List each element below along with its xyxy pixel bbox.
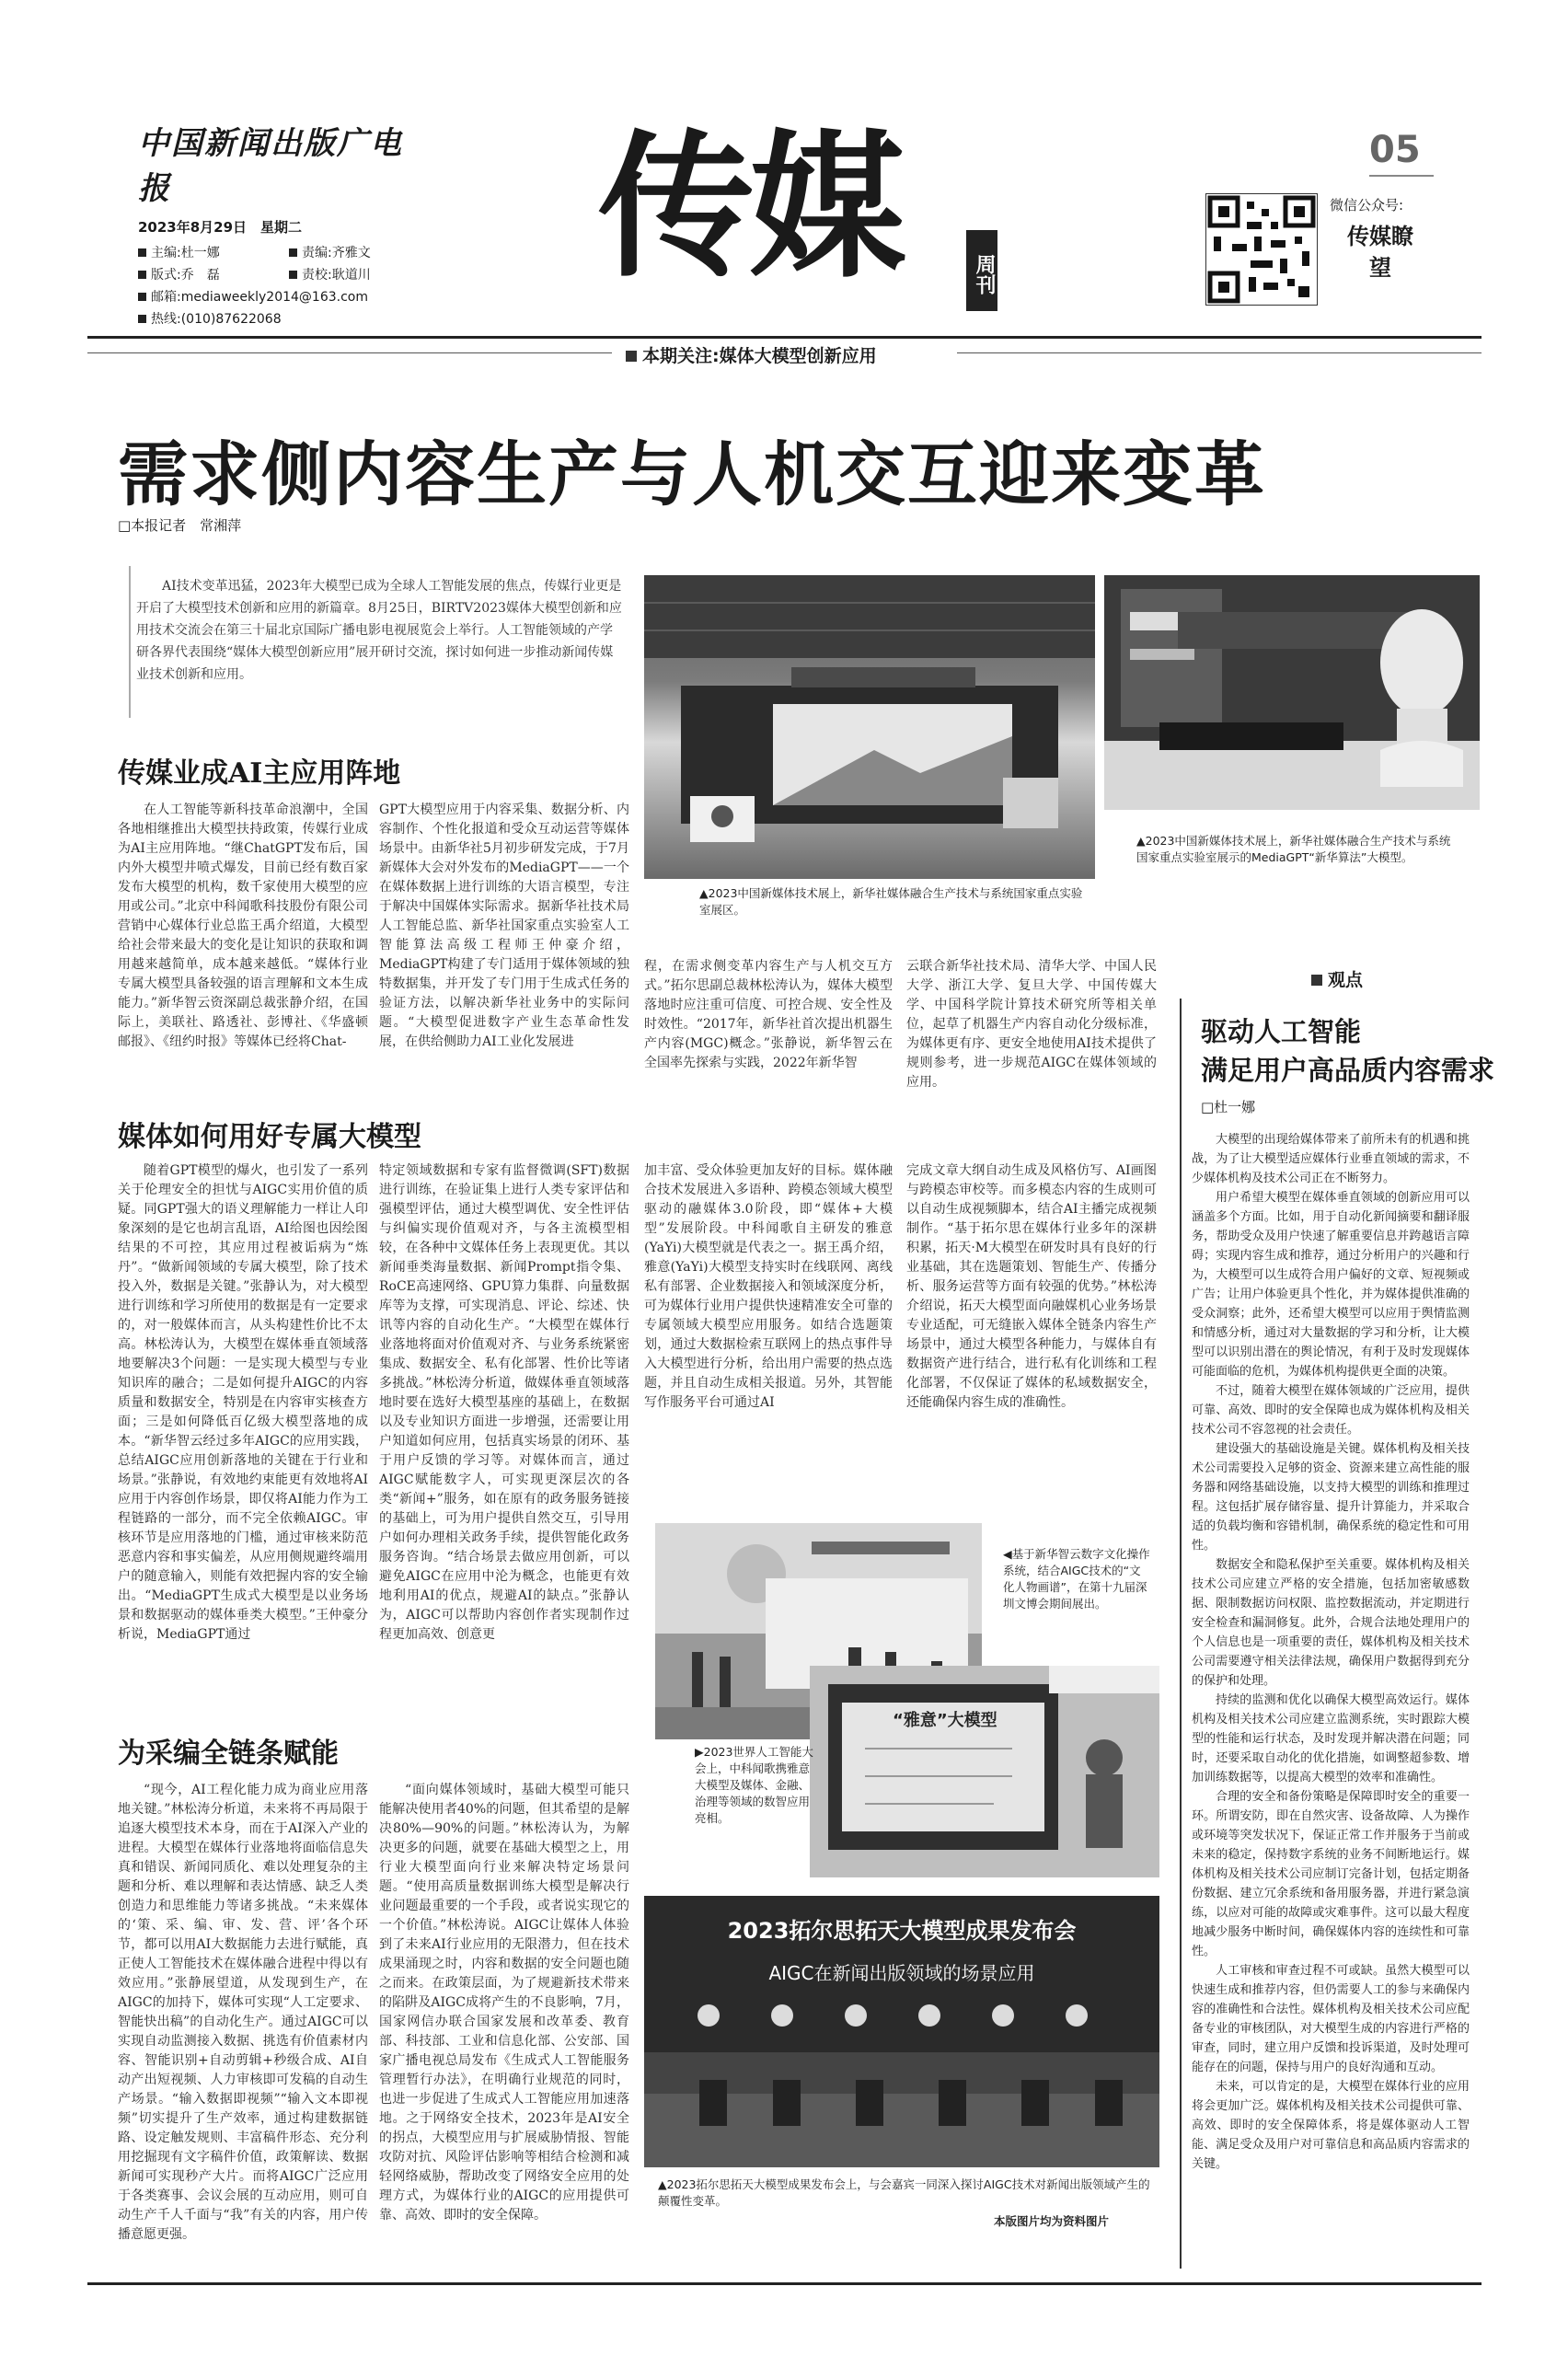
staff-email: 邮箱:mediaweekly2014@163.com: [151, 290, 368, 305]
section-2-text-1: 随着GPT模型的爆火，也引发了一系列关于伦理安全的担忧与AIGC实用价值的质疑。同GPT强大的语义理解能力一样让人印象深刻的是它也胡言乱语，AI给图也因绘图结果的不可控，其应用过程被诟病为“炼丹”。“做新闻领域的专属大模型，除了技术投入外，数据是关键。”张静认为，对大模型进行训练和学习所使用的数据是有一定要求的，对一般媒体而言，从头构建性价比不太高。林松涛认为，大模型在媒体垂直领域落地要解决3个问题：一是实现大模型与专业知识库的融合；二是如何提升AIGC的内容质量和数据安全，特别是在内容审实核查方面；三是如何降低百亿级大模型落地的成本。“新华智云经过多年AIGC的应用实践，总结AIGC应用创新落地的关键在于行业和场景。”张静说，有效地约束能更有效地将AI应用于内容创作场景，即仅将AI能力作为工程链路的一部分，而不完全依赖AIGC。审核环节是应用落地的门槛，通过审核来防范恶意内容和事实偏差，从应用侧规避终端用户的随意输入，则能有效把握内容的安全输出。“MediaGPT生成式大模型是以业务场景和数据驱动的媒体垂类大模型。”王仲豪分析说，MediaGPT通过: [118, 1163, 368, 1642]
section-3-col-1: [118, 1781, 368, 2259]
lead-paragraph: AI技术变革迅猛，2023年大模型已成为全球人工智能发展的焦点，传媒行业更是开启了大模型技术创新和应用的新篇章。8月25日，BIRTV2023媒体大模型创新和应用技术交流会在第三十届北京国际广播电影电视展览会上举行。人工智能领域的产学研各界代表围绕“媒体大模型创新应用”展开研讨交流，探讨如何进一步推动新闻传媒业技术创新和应用。: [136, 579, 622, 682]
staff-list: [138, 242, 432, 330]
opinion-label-text: 观点: [1328, 970, 1364, 990]
opinion-title: [1201, 1012, 1494, 1090]
yayi-sign: “雅意”大模型: [893, 1711, 997, 1730]
issue-date: 2023年8月29日 星期二: [138, 219, 303, 236]
paper-name: 中国新闻出版广电报: [138, 125, 403, 207]
section-2-col-2: [379, 1161, 629, 1695]
focus-rule-left: [87, 352, 612, 353]
opinion-paragraph: 人工审核和审查过程不可或缺。虽然大模型可以快速生成和推荐内容，但仍需要人工的参与来确保内容的准确性和合法性。媒体机构及相关技术公司应配备专业的审核团队，对大模型生成的内容进行严格的审查，同时，建立用户反馈和投诉渠道，及时处理可能存在的问题，保持与用户的良好沟通和互动。: [1192, 1964, 1470, 2074]
opinion-paragraph: 不过，随着大模型在媒体领域的广泛应用，提供可靠、高效、即时的安全保障也成为媒体机构及相关技术公司不容忽视的社会责任。: [1192, 1384, 1470, 1437]
photo-credit: 本版图片均为资料图片: [994, 2214, 1110, 2228]
section-1-col-4: [906, 957, 1157, 1092]
section-3-col-2: [379, 1781, 629, 2259]
photo-yayi-booth: [810, 1666, 1159, 1877]
photo-launch-event: [644, 1896, 1159, 2167]
weekly-tag: 周刊: [966, 230, 997, 311]
photo-mediagpt-caption: ▲2023中国新媒体技术展上，新华社媒体融合生产技术与系统国家重点实验室展示的MediaGPT“新华算法”大模型。: [1136, 834, 1451, 864]
section-1-col-1: [118, 801, 368, 1052]
section-2-col-1: [118, 1161, 368, 1695]
launch-banner-sub: AIGC在新闻出版领域的场景应用: [768, 1962, 1035, 1984]
staff-layout: 版式:乔 磊: [151, 268, 220, 283]
focus-label: [626, 342, 877, 367]
section-1-text-2: GPT大模型应用于内容采集、数据分析、内容制作、个性化报道和受众互动运营等媒体场景中。由新华社5月初步研发完成，于7月新媒体大会对外发布的MediaGPT——一个在媒体数据上进行训练的大语言模型，专注于解决中国媒体实际需求。据新华社技术局人工智能总监、新华社国家重点实验室人工智能算法高级工程师王仲豪介绍，MediaGPT构建了专门适用于媒体领域的独特数据集，并开发了专门用于生成式任务的验证方法，以解决新华社业务中的实际问题。“大模型促进数字产业生态革命性发展，在供给侧助力AI工业化发展进: [379, 803, 629, 1049]
section-1-col-2: [379, 801, 629, 1052]
section-3-text-1: “现今，AI工程化能力成为商业应用落地关键。”林松涛分析道，未来将不再局限于追逐大模型技术本身，而在于AI深入产业的进程。大模型在媒体行业落地将面临信息失真和错误、新闻同质化、难以处理复杂的主题和分析、难以理解和表达情感、缺乏人类创造力和思维能力等诸多挑战。“未来媒体的‘策、采、编、审、发、营、评’各个环节，都可以用AI大数据能力去进行赋能，真正使人工智能技术在媒体融合进程中得以有效应用。”张静展望道，从发现到生产，在AIGC的加持下，媒体可实现“人工定要求、智能快出稿”的自动化生产。通过AIGC可以实现自动监测接入数据、挑选有价值素材内容、智能识别+自动剪辑+秒级合成、AI自动产出短视频、人力审核即可发稿的自动生产场景。“输入数据即视频”“输入文本即视频”切实提升了生产效率，通过构建数据链路、设定触发规则、丰富稿件形态、充分利用挖掘现有文字稿件价值，政策解读、数据新闻可实现秒产大片。而将AIGC广泛应用于各类赛事、会议会展的互动应用，则可自动生产千人千面与“我”有关的内容，用户传播意愿更强。: [118, 1783, 368, 2242]
opinion-label: [1311, 966, 1363, 991]
opinion-title-line-2: 满足用户高品质内容需求: [1201, 1055, 1495, 1086]
page-number: 05: [1369, 129, 1421, 171]
wechat-name: 传媒瞭望: [1347, 224, 1413, 281]
section-2-text-4: 完成文章大纲自动生成及风格仿写、AI画图与跨模态审校等。而多模态内容的生成则可以自动生成视频脚本，结合AI主播完成视频制作。“基于拓尔思在媒体行业多年的深耕积累，拓天·M大模型在研发时具有良好的行业基础，其在选题策划、智能生产、传播分析、服务运营等方面有较强的优势。”林松涛介绍说，拓天大模型面向融媒机心业务场景专业适配，可无缝嵌入媒体全链条内容生产场景中，通过大模型各种能力，与媒体自有数据资产进行结合，进行私有化训练和工程化部署，不仅保证了媒体的私域数据安全，还能确保内容生成的准确性。: [906, 1163, 1157, 1410]
opinion-title-line-1: 驱动人工智能: [1201, 1016, 1362, 1047]
masthead-info: [138, 118, 432, 330]
photo-yayi-caption: ▶2023世界人工智能大会上，中科闻歌携雅意大模型及媒体、金融、治理等领域的数智应用亮相。: [695, 1745, 813, 1825]
focus-rule-right: [957, 352, 1482, 353]
section-1-col-3: [644, 957, 893, 1073]
opinion-paragraph: 持续的监测和优化以确保大模型高效运行。媒体机构及相关技术公司应建立监测系统，实时跟踪大模型的性能和运行状态，及时发现并解决潜在问题；同时，还要采取自动化的优化措施，如调整超参数、增加训练数据等，以提高大模型的效率和准确性。: [1192, 1693, 1470, 1784]
photo-mediagpt-display: [1104, 575, 1480, 810]
section-2-text-3: 加丰富、受众体验更加友好的目标。媒体融合技术发展进入多语种、跨模态领域大模型驱动的融媒体3.0阶段，即“媒体+大模型”发展阶段。中科闻歌自主研发的雅意(YaYi)大模型就是代表之一。据王禹介绍，雅意(YaYi)大模型支持实时在线联网、离线私有部署、企业数据接入和领域深度分析，可为媒体行业用户提供快速精准安全可靠的专属领域大模型应用服务。如结合选题策划，通过大数据检索互联网上的热点事件导入大模型进行分析，给出用户需要的热点选题，并且自动生成相关报道。另外，其智能写作服务平台可通过AI: [644, 1163, 893, 1410]
photo-culture-caption: ◀基于新华智云数字文化操作系统，结合AIGC技术的“文化人物画谱”，在第十九届深圳文博会期间展出。: [1003, 1547, 1150, 1611]
opinion-paragraph: 大模型的出现给媒体带来了前所未有的机遇和挑战，为了让大模型适应媒体行业垂直领域的需求，不少媒体机构及技术公司正在不断努力。: [1192, 1133, 1470, 1185]
byline: □本报记者 常湘萍: [118, 517, 242, 534]
staff-phone: 热线:(010)87622068: [151, 312, 282, 327]
opinion-body: [1192, 1130, 1470, 2174]
section-2-text-2: 特定领域数据和专家有监督微调(SFT)数据进行训练，在验证集上进行人类专家评估和强模型评估，通过大模型调优、安全性评估与纠偏实现价值观对齐，与各主流模型相较，在各种中文媒体任务上表现更优。其以新闻垂类海量数据、新闻Prompt指令集、RoCE高速网络、GPU算力集群、向量数据库等为支撑，可实现消息、评论、综述、快讯等内容的自动化生产。“大模型在媒体行业落地将面对价值观对齐、与业务系统紧密集成、数据安全、私有化部署、性价比等诸多挑战。”林松涛分析道，做媒体垂直领域落地时要在选好大模型基座的基础上，在数据以及专业知识方面进一步增强，还需要让用户知道如何应用，包括真实场景的闭环、基于用户反馈的学习等。对媒体而言，通过AIGC赋能数字人，可实现更深层次的各类“新闻+”服务，如在原有的政务服务链接的基础上，可为用户提供自然交互，引导用户如何办理相关政务手续，提供智能化政务服务咨询。“结合场景去做应用创新，可以避免AIGC在应用中沦为概念，也能更有效地利用AI的优点，规避AI的缺点。”张静认为，AIGC可以帮助内容创作者实现制作过程更加高效、创意更: [379, 1163, 629, 1642]
staff-responsible-editor: 责编:齐雅文: [302, 246, 371, 260]
launch-banner-title: 2023拓尔思拓天大模型成果发布会: [727, 1918, 1077, 1944]
section-heading-3: 为采编全链条赋能: [118, 1738, 339, 1770]
section-2-col-4: [906, 1161, 1157, 1511]
staff-proofreader: 责校:耿道川: [302, 268, 371, 283]
photo-launch-caption: ▲2023拓尔思拓天大模型成果发布会上，与会嘉宾一同深入探讨AIGC技术对新闻出版领域产生的颠覆性变革。: [658, 2177, 1150, 2208]
opinion-paragraph: 合理的安全和备份策略是保障即时安全的重要一环。所谓安防，即在自然灾害、设备故障、人为操作或环境等突发状况下，保证正常工作并服务于当前或未来的稳定，保持数字系统的业务不间断地运行。媒体机构及相关技术公司应制订完备计划，包括定期备份数据、建立冗余系统和备用服务器，并进行紧急演练，以应对可能的故障或灾难事件。这可以最大程度地减少服务中断时间，确保媒体内容的连续性和可靠性。: [1192, 1790, 1470, 1958]
focus-text: 本期关注:媒体大模型创新应用: [642, 346, 877, 366]
section-heading-2: 媒体如何用好专属大模型: [118, 1121, 421, 1153]
section-title: 传媒: [598, 115, 901, 299]
section-1-text-1: 在人工智能等新科技革命浪潮中，全国各地相继推出大模型扶持政策，传媒行业成为AI主应用阵地。“继ChatGPT发布后，国内外大模型井喷式爆发，目前已经有数百家发布大模型的机构，数千家使用大模型的应用或公司。”北京中科闻歌科技股份有限公司营销中心媒体行业总监王禹介绍道，大模型给社会带来最大的变化是让知识的获取和调用越来越简单，成本越来越低。“媒体行业专属大模型具备较强的语言理解和文本生成能力。”新华智云资深副总裁张静介绍，在国际上，美联社、路透社、彭博社、《华盛顿邮报》、《纽约时报》等媒体已经将Chat-: [118, 803, 368, 1049]
masthead-rule: [87, 336, 1482, 339]
section-heading-1: 传媒业成AI主应用阵地: [118, 757, 401, 790]
photo-exhibit-hall-caption: ▲2023中国新媒体技术展上，新华社媒体融合生产技术与系统国家重点实验室展区。: [699, 886, 1083, 917]
opinion-paragraph: 建设强大的基础设施是关键。媒体机构及相关技术公司需要投入足够的资金、资源来建立高性能的服务器和网络基础设施，以支持大模型的训练和推理过程。这包括扩展存储容量、提升计算能力，并采取合适的负载均衡和容错机制，确保系统的稳定性和可用性。: [1192, 1442, 1470, 1553]
section-2-col-3: [644, 1161, 893, 1511]
lead-bar: [129, 566, 131, 718]
photo-exhibit-hall: [644, 575, 1095, 879]
opinion-paragraph: 未来，可以肯定的是，大模型在媒体行业的应用将会更加广泛。媒体机构及相关技术公司提供可靠、高效、即时的安全保障体系，将是媒体驱动人工智能、满足受众及用户对可靠信息和高品质内容需求的关键。: [1192, 2080, 1470, 2171]
staff-editor: 主编:杜一娜: [151, 246, 220, 260]
opinion-author: □杜一娜: [1201, 1099, 1256, 1115]
qr-code: [1205, 193, 1318, 306]
section-1-text-4: 云联合新华社技术局、清华大学、中国人民大学、浙江大学、复旦大学、中国传媒大学、中国科学院计算技术研究所等相关单位，起草了机器生产内容自动化分级标准，为媒体更有序、更安全地使用AI技术提供了规则参考，进一步规范AIGC在媒体领域的应用。: [906, 959, 1157, 1090]
section-3-text-2: “面向媒体领域时，基础大模型可能只能解决使用者40%的问题，但其希望的是解决80%—90%的问题。”林松涛认为，为解决更多的问题，就要在基础大模型之上，用行业大模型面向行业来解决特定场景问题。“使用高质量数据训练大模型是解决行业问题最重要的一个手段，或者说实现它的一个价值。”林松涛说。AIGC让媒体人体验到了未来AI行业应用的无限潜力，但在技术成果涌现之时，内容和数据的安全问题也随之而来。在政策层面，为了规避新技术带来的陷阱及AIGC成将产生的不良影响，7月，国家网信办联合国家发展和改革委、教育部、科技部、工业和信息化部、公安部、国家广播电视总局发布《生成式人工智能服务管理暂行办法》，在明确行业规范的同时，也进一步促进了生成式人工智能应用加速落地。之于网络安全技术，2023年是AI安全的拐点，大模型应用与扩展威胁情报、智能攻防对抗、风险评估影响等相结合检测和减轻网络威胁，帮助改变了网络安全应用的处理方式，为媒体行业的AIGC的应用提供可靠、高效、即时的安全保障。: [379, 1783, 629, 2223]
opinion-paragraph: 数据安全和隐私保护至关重要。媒体机构及相关技术公司应建立严格的安全措施，包括加密敏感数据、限制数据访问权限、监控数据流动，并定期进行安全检查和漏洞修复。此外，合规合法地处理用户的个人信息也是一项重要的责任，媒体机构及相关技术公司需要遵守相关法律法规，确保用户数据得到充分的保护和处理。: [1192, 1558, 1470, 1688]
wechat-label: 微信公众号:: [1330, 197, 1404, 214]
section-1-text-3: 程，在需求侧变革内容生产与人机交互方式。”拓尔思副总裁林松涛认为，媒体大模型落地时应注重可信度、可控合规、安全性及时效性。“2017年，新华社首次提出机器生产内容(MGC)概念。”张静说，新华智云在全国率先探索与实践，2022年新华智: [644, 959, 893, 1070]
headline: 需求侧内容生产与人机交互迎来变革: [118, 433, 1266, 515]
bottom-rule: [87, 2282, 1482, 2285]
opinion-paragraph: 用户希望大模型在媒体垂直领域的创新应用可以涵盖多个方面。比如，用于自动化新闻摘要和翻译服务，帮助受众及用户快速了解重要信息并跨越语言障碍；实现内容生成和推荐，通过分析用户的兴趣和行为，大模型可以生成符合用户偏好的文章、短视频或广告；让用户体验更具个性化，并为媒体提供准确的受众洞察；此外，还希望大模型可以应用于舆情监测和情感分析，通过对大量数据的学习和分析，让大模型可以识别出潜在的舆论情况，有利于及时发现媒体可能面临的危机，为媒体机构提供更全面的决策。: [1192, 1191, 1470, 1379]
page-number-rule: [1369, 175, 1434, 177]
